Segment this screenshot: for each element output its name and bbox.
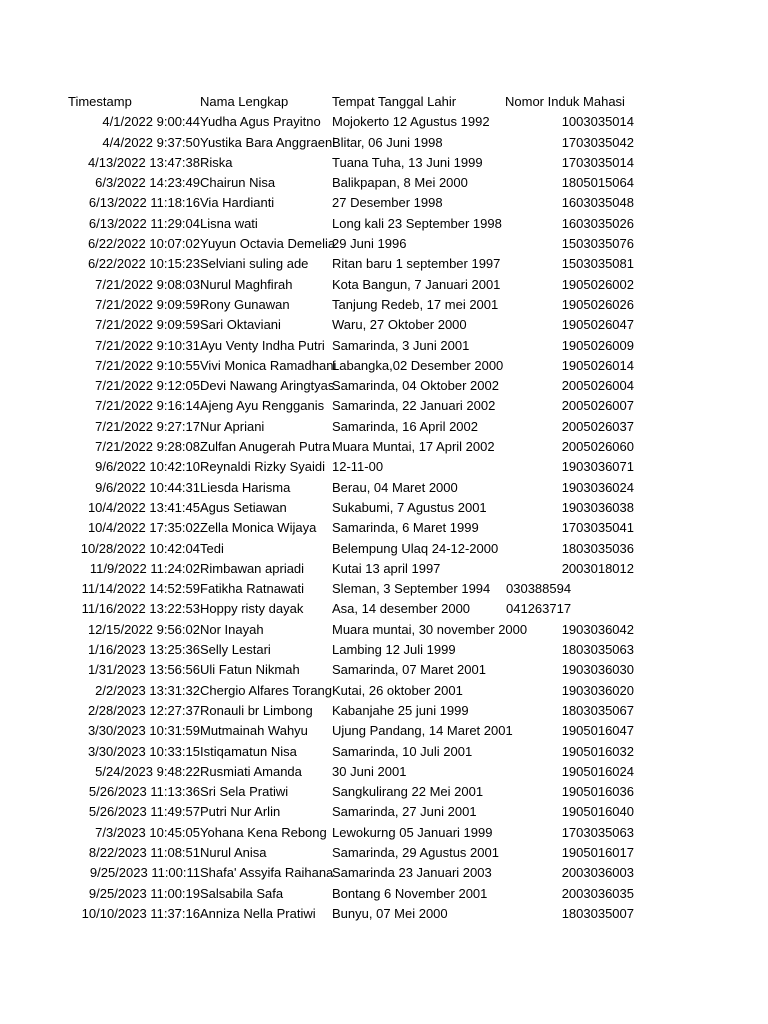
- nim-cell[interactable]: 1905026009: [561, 337, 634, 353]
- birth-cell[interactable]: Samarinda 23 Januari 2003: [332, 865, 492, 881]
- nim-cell[interactable]: 1903036042: [561, 621, 634, 637]
- birth-cell[interactable]: Ujung Pandang, 14 Maret 2001: [332, 723, 513, 739]
- timestamp-cell[interactable]: 7/21/2022 9:12:05: [95, 378, 200, 394]
- timestamp-cell[interactable]: 12/15/2022 9:56:02: [87, 621, 200, 637]
- name-cell[interactable]: Liesda Harisma: [200, 479, 291, 495]
- table-row: [64, 660, 704, 680]
- nim-cell[interactable]: 1803035063: [561, 642, 634, 658]
- birth-cell[interactable]: Tanjung Redeb, 17 mei 2001: [332, 296, 499, 312]
- name-cell[interactable]: Selviani suling ade: [200, 256, 309, 272]
- data-rows: [64, 112, 704, 924]
- timestamp-cell[interactable]: 1/31/2023 13:56:56: [87, 662, 200, 678]
- nim-cell[interactable]: 1003035014: [561, 114, 634, 130]
- timestamp-cell[interactable]: 4/4/2022 9:37:50: [102, 134, 200, 150]
- birth-cell[interactable]: Lambing 12 Juli 1999: [332, 642, 456, 658]
- birth-cell[interactable]: Bontang 6 November 2001: [332, 885, 488, 901]
- table-row: [64, 336, 704, 356]
- timestamp-cell[interactable]: 7/21/2022 9:08:03: [95, 276, 200, 292]
- birth-cell[interactable]: Sleman, 3 September 1994: [332, 581, 491, 597]
- birth-cell[interactable]: Samarinda, 29 Agustus 2001: [332, 844, 499, 860]
- timestamp-cell[interactable]: 6/22/2022 10:07:02: [87, 236, 200, 252]
- table-row: [64, 539, 704, 559]
- name-cell[interactable]: Mutmainah Wahyu: [200, 723, 308, 739]
- nim-cell[interactable]: 1903036038: [561, 499, 634, 515]
- birth-cell[interactable]: Samarinda, 27 Juni 2001: [332, 804, 477, 820]
- nim-cell[interactable]: 1603035048: [561, 195, 634, 211]
- timestamp-cell[interactable]: 6/13/2022 11:29:04: [88, 215, 200, 231]
- name-cell[interactable]: Yuyun Octavia Demelia: [200, 236, 336, 252]
- table-row: [64, 153, 704, 173]
- name-cell[interactable]: Via Hardianti: [200, 195, 275, 211]
- nim-cell[interactable]: 1803035067: [561, 702, 634, 718]
- nim-cell[interactable]: 1703035041: [561, 520, 634, 536]
- name-cell[interactable]: Hoppy risty dayak: [200, 601, 304, 617]
- table-row: [64, 782, 704, 802]
- nim-cell[interactable]: 1703035063: [561, 824, 634, 840]
- timestamp-cell[interactable]: 4/13/2022 13:47:38: [87, 154, 200, 170]
- nim-cell[interactable]: 030388594: [506, 581, 572, 597]
- timestamp-cell[interactable]: 10/28/2022 10:42:04: [80, 540, 200, 556]
- timestamp-cell[interactable]: 10/10/2023 11:37:16: [81, 905, 200, 921]
- timestamp-cell[interactable]: 7/3/2023 10:45:05: [95, 824, 200, 840]
- birth-cell[interactable]: Asa, 14 desember 2000: [332, 601, 471, 617]
- timestamp-cell[interactable]: 3/30/2023 10:33:15: [87, 743, 200, 759]
- nim-cell[interactable]: 1905016024: [561, 763, 634, 779]
- nim-cell[interactable]: 1903036030: [561, 662, 634, 678]
- table-row: [64, 904, 704, 924]
- timestamp-cell[interactable]: 7/21/2022 9:09:59: [95, 296, 200, 312]
- nim-cell[interactable]: 2005026037: [561, 418, 634, 434]
- table-row: [64, 214, 704, 234]
- birth-cell[interactable]: Lewokurng 05 Januari 1999: [332, 824, 493, 840]
- table-row: [64, 315, 704, 335]
- table-row: [64, 457, 704, 477]
- nim-cell[interactable]: 1903036024: [561, 479, 634, 495]
- birth-cell[interactable]: 12-11-00: [332, 459, 384, 475]
- birth-cell[interactable]: Samarinda, 6 Maret 1999: [332, 520, 479, 536]
- nim-cell[interactable]: 1903036020: [561, 682, 634, 698]
- name-cell[interactable]: Yustika Bara Anggraeni: [200, 134, 336, 150]
- table-row: [64, 620, 704, 640]
- nim-cell[interactable]: 2003018012: [561, 560, 634, 576]
- timestamp-cell[interactable]: 7/21/2022 9:28:08: [95, 439, 200, 455]
- spreadsheet: [64, 92, 704, 924]
- table-row: [64, 437, 704, 457]
- nim-cell[interactable]: 1905016036: [561, 784, 634, 800]
- timestamp-cell[interactable]: 9/25/2023 11:00:19: [88, 885, 200, 901]
- timestamp-cell[interactable]: 6/13/2022 11:18:16: [88, 195, 200, 211]
- table-row: [64, 701, 704, 721]
- header-birth[interactable]: Tempat Tanggal Lahir: [332, 94, 457, 109]
- header-timestamp[interactable]: Timestamp: [68, 94, 132, 109]
- table-row: [64, 356, 704, 376]
- name-cell[interactable]: Zulfan Anugerah Putra: [200, 439, 331, 455]
- table-row: [64, 396, 704, 416]
- name-cell[interactable]: Istiqamatun Nisa: [200, 743, 297, 759]
- birth-cell[interactable]: Blitar, 06 Juni 1998: [332, 134, 443, 150]
- table-row: [64, 742, 704, 762]
- table-row: [64, 417, 704, 437]
- nim-cell[interactable]: 041263717: [506, 601, 572, 617]
- birth-cell[interactable]: Ritan baru 1 september 1997: [332, 256, 501, 272]
- timestamp-cell[interactable]: 4/1/2022 9:00:44: [102, 114, 200, 130]
- birth-cell[interactable]: Waru, 27 Oktober 2000: [332, 317, 467, 333]
- timestamp-cell[interactable]: 7/21/2022 9:27:17: [95, 418, 200, 434]
- table-row: [64, 762, 704, 782]
- name-cell[interactable]: Agus Setiawan: [200, 499, 287, 515]
- header-nim[interactable]: Nomor Induk Mahasi: [505, 94, 625, 109]
- birth-cell[interactable]: Mojokerto 12 Agustus 1992: [332, 114, 490, 130]
- timestamp-cell[interactable]: 9/25/2023 11:00:11: [89, 865, 200, 881]
- table-row: [64, 823, 704, 843]
- name-cell[interactable]: Putri Nur Arlin: [200, 804, 281, 820]
- table-row: [64, 579, 704, 599]
- table-row: [64, 802, 704, 822]
- name-cell[interactable]: Lisna wati: [200, 215, 258, 231]
- name-cell[interactable]: Nor Inayah: [200, 621, 264, 637]
- name-cell[interactable]: Chairun Nisa: [200, 175, 276, 191]
- birth-cell[interactable]: Samarinda, 10 Juli 2001: [332, 743, 473, 759]
- nim-cell[interactable]: 1905026026: [561, 296, 634, 312]
- table-row: [64, 884, 704, 904]
- nim-cell[interactable]: 1805015064: [561, 175, 634, 191]
- name-cell[interactable]: Salsabila Safa: [200, 885, 284, 901]
- table-row: [64, 498, 704, 518]
- timestamp-cell[interactable]: 3/30/2023 10:31:59: [87, 723, 200, 739]
- birth-cell[interactable]: Labangka,02 Desember 2000: [332, 357, 504, 373]
- timestamp-cell[interactable]: 10/4/2022 17:35:02: [87, 520, 200, 536]
- table-row: [64, 518, 704, 538]
- name-cell[interactable]: Yohana Kena Rebong: [200, 824, 327, 840]
- birth-cell[interactable]: Kutai, 26 oktober 2001: [332, 682, 463, 698]
- name-cell[interactable]: Nur Apriani: [200, 418, 265, 434]
- header-name[interactable]: Nama Lengkap: [200, 94, 289, 109]
- name-cell[interactable]: Sri Sela Pratiwi: [200, 784, 289, 800]
- name-cell[interactable]: Ajeng Ayu Rengganis: [200, 398, 325, 414]
- name-cell[interactable]: Chergio Alfares Torang: [200, 682, 333, 698]
- name-cell[interactable]: Selly Lestari: [200, 642, 271, 658]
- timestamp-cell[interactable]: 1/16/2023 13:25:36: [87, 642, 200, 658]
- timestamp-cell[interactable]: 5/26/2023 11:49:57: [88, 804, 200, 820]
- timestamp-cell[interactable]: 6/3/2022 14:23:49: [95, 175, 200, 191]
- name-cell[interactable]: Riska: [200, 154, 233, 170]
- timestamp-cell[interactable]: 11/9/2022 11:24:02: [89, 560, 200, 576]
- nim-cell[interactable]: 2005026007: [561, 398, 634, 414]
- name-cell[interactable]: Shafa' Assyifa Raihana: [200, 865, 334, 881]
- name-cell[interactable]: Reynaldi Rizky Syaidi: [200, 459, 325, 475]
- birth-cell[interactable]: Kabanjahe 25 juni 1999: [332, 702, 469, 718]
- nim-cell[interactable]: 1603035026: [561, 215, 634, 231]
- birth-cell[interactable]: Long kali 23 September 1998: [332, 215, 502, 231]
- birth-cell[interactable]: 30 Juni 2001: [332, 763, 407, 779]
- name-cell[interactable]: Yudha Agus Prayitno: [200, 114, 321, 130]
- timestamp-cell[interactable]: 5/24/2023 9:48:22: [95, 763, 200, 779]
- header-row: [64, 92, 704, 112]
- nim-cell[interactable]: 1803035007: [561, 905, 634, 921]
- table-row: [64, 112, 704, 132]
- timestamp-cell[interactable]: 7/21/2022 9:16:14: [95, 398, 200, 414]
- table-row: [64, 559, 704, 579]
- nim-cell[interactable]: 1905026002: [561, 276, 634, 292]
- birth-cell[interactable]: 27 Desember 1998: [332, 195, 443, 211]
- birth-cell[interactable]: Muara muntai, 30 november 2000: [332, 621, 528, 637]
- table-row: [64, 681, 704, 701]
- name-cell[interactable]: Rony Gunawan: [200, 296, 290, 312]
- table-row: [64, 295, 704, 315]
- nim-cell[interactable]: 1903036071: [561, 459, 634, 475]
- nim-cell[interactable]: 1503035081: [561, 256, 634, 272]
- nim-cell[interactable]: 1905026014: [561, 357, 634, 373]
- nim-cell[interactable]: 1905016040: [561, 804, 634, 820]
- timestamp-cell[interactable]: 8/22/2023 11:08:51: [88, 844, 200, 860]
- name-cell[interactable]: Tedi: [200, 540, 224, 556]
- timestamp-cell[interactable]: 6/22/2022 10:15:23: [87, 256, 200, 272]
- table-row: [64, 193, 704, 213]
- nim-cell[interactable]: 1905026047: [561, 317, 634, 333]
- name-cell[interactable]: Ronauli br Limbong: [200, 702, 313, 718]
- birth-cell[interactable]: Tuana Tuha, 13 Juni 1999: [332, 154, 483, 170]
- table-row: [64, 173, 704, 193]
- name-cell[interactable]: Ayu Venty Indha Putri: [200, 337, 325, 353]
- birth-cell[interactable]: 29 Juni 1996: [332, 236, 407, 252]
- birth-cell[interactable]: Balikpapan, 8 Mei 2000: [332, 175, 468, 191]
- table-row: [64, 640, 704, 660]
- birth-cell[interactable]: Belempung Ulaq 24-12-2000: [332, 540, 499, 556]
- timestamp-cell[interactable]: 7/21/2022 9:09:59: [95, 317, 200, 333]
- birth-cell[interactable]: Kutai 13 april 1997: [332, 560, 441, 576]
- timestamp-cell[interactable]: 11/14/2022 14:52:59: [81, 581, 200, 597]
- nim-cell[interactable]: 1905016032: [561, 743, 634, 759]
- birth-cell[interactable]: Samarinda, 3 Juni 2001: [332, 337, 470, 353]
- table-row: [64, 275, 704, 295]
- nim-cell[interactable]: 1905016047: [561, 723, 634, 739]
- birth-cell[interactable]: Samarinda, 04 Oktober 2002: [332, 378, 499, 394]
- birth-cell[interactable]: Sukabumi, 7 Agustus 2001: [332, 499, 487, 515]
- name-cell[interactable]: Vivi Monica Ramadhani: [200, 357, 337, 373]
- name-cell[interactable]: Anniza Nella Pratiwi: [200, 905, 316, 921]
- nim-cell[interactable]: 2003036003: [561, 865, 634, 881]
- timestamp-cell[interactable]: 2/28/2023 12:27:37: [87, 702, 200, 718]
- nim-cell[interactable]: 1703035042: [561, 134, 634, 150]
- nim-cell[interactable]: 1803035036: [561, 540, 634, 556]
- nim-cell[interactable]: 2003036035: [561, 885, 634, 901]
- nim-cell[interactable]: 1703035014: [561, 154, 634, 170]
- timestamp-cell[interactable]: 7/21/2022 9:10:31: [95, 337, 200, 353]
- table-row: [64, 599, 704, 619]
- table-row: [64, 234, 704, 254]
- timestamp-cell[interactable]: 2/2/2023 13:31:32: [95, 682, 200, 698]
- birth-cell[interactable]: Samarinda, 16 April 2002: [332, 418, 478, 434]
- name-cell[interactable]: Nurul Maghfirah: [200, 276, 293, 292]
- table-row: [64, 254, 704, 274]
- name-cell[interactable]: Rusmiati Amanda: [200, 763, 302, 779]
- table-row: [64, 721, 704, 741]
- name-cell[interactable]: Devi Nawang Aringtyas: [200, 378, 335, 394]
- birth-cell[interactable]: Bunyu, 07 Mei 2000: [332, 905, 448, 921]
- table-row: [64, 863, 704, 883]
- birth-cell[interactable]: Kota Bangun, 7 Januari 2001: [332, 276, 501, 292]
- birth-cell[interactable]: Samarinda, 22 Januari 2002: [332, 398, 496, 414]
- table-row: [64, 843, 704, 863]
- name-cell[interactable]: Uli Fatun Nikmah: [200, 662, 300, 678]
- birth-cell[interactable]: Samarinda, 07 Maret 2001: [332, 662, 486, 678]
- name-cell[interactable]: Zella Monica Wijaya: [200, 520, 317, 536]
- birth-cell[interactable]: Muara Muntai, 17 April 2002: [332, 439, 495, 455]
- nim-cell[interactable]: 2005026060: [561, 439, 634, 455]
- table-row: [64, 478, 704, 498]
- timestamp-cell[interactable]: 11/16/2022 13:22:53: [81, 601, 200, 617]
- name-cell[interactable]: Fatikha Ratnawati: [200, 581, 305, 597]
- name-cell[interactable]: Nurul Anisa: [200, 844, 267, 860]
- table-row: [64, 376, 704, 396]
- name-cell[interactable]: Rimbawan apriadi: [200, 560, 305, 576]
- nim-cell[interactable]: 1905016017: [561, 844, 634, 860]
- table-row: [64, 133, 704, 153]
- timestamp-cell[interactable]: 7/21/2022 9:10:55: [95, 357, 200, 373]
- birth-cell[interactable]: Sangkulirang 22 Mei 2001: [332, 784, 484, 800]
- name-cell[interactable]: Sari Oktaviani: [200, 317, 281, 333]
- timestamp-cell[interactable]: 10/4/2022 13:41:45: [87, 499, 200, 515]
- timestamp-cell[interactable]: 9/6/2022 10:42:10: [95, 459, 200, 475]
- timestamp-cell[interactable]: 9/6/2022 10:44:31: [95, 479, 200, 495]
- timestamp-cell[interactable]: 5/26/2023 11:13:36: [88, 784, 200, 800]
- birth-cell[interactable]: Berau, 04 Maret 2000: [332, 479, 458, 495]
- nim-cell[interactable]: 1503035076: [561, 236, 634, 252]
- nim-cell[interactable]: 2005026004: [561, 378, 634, 394]
